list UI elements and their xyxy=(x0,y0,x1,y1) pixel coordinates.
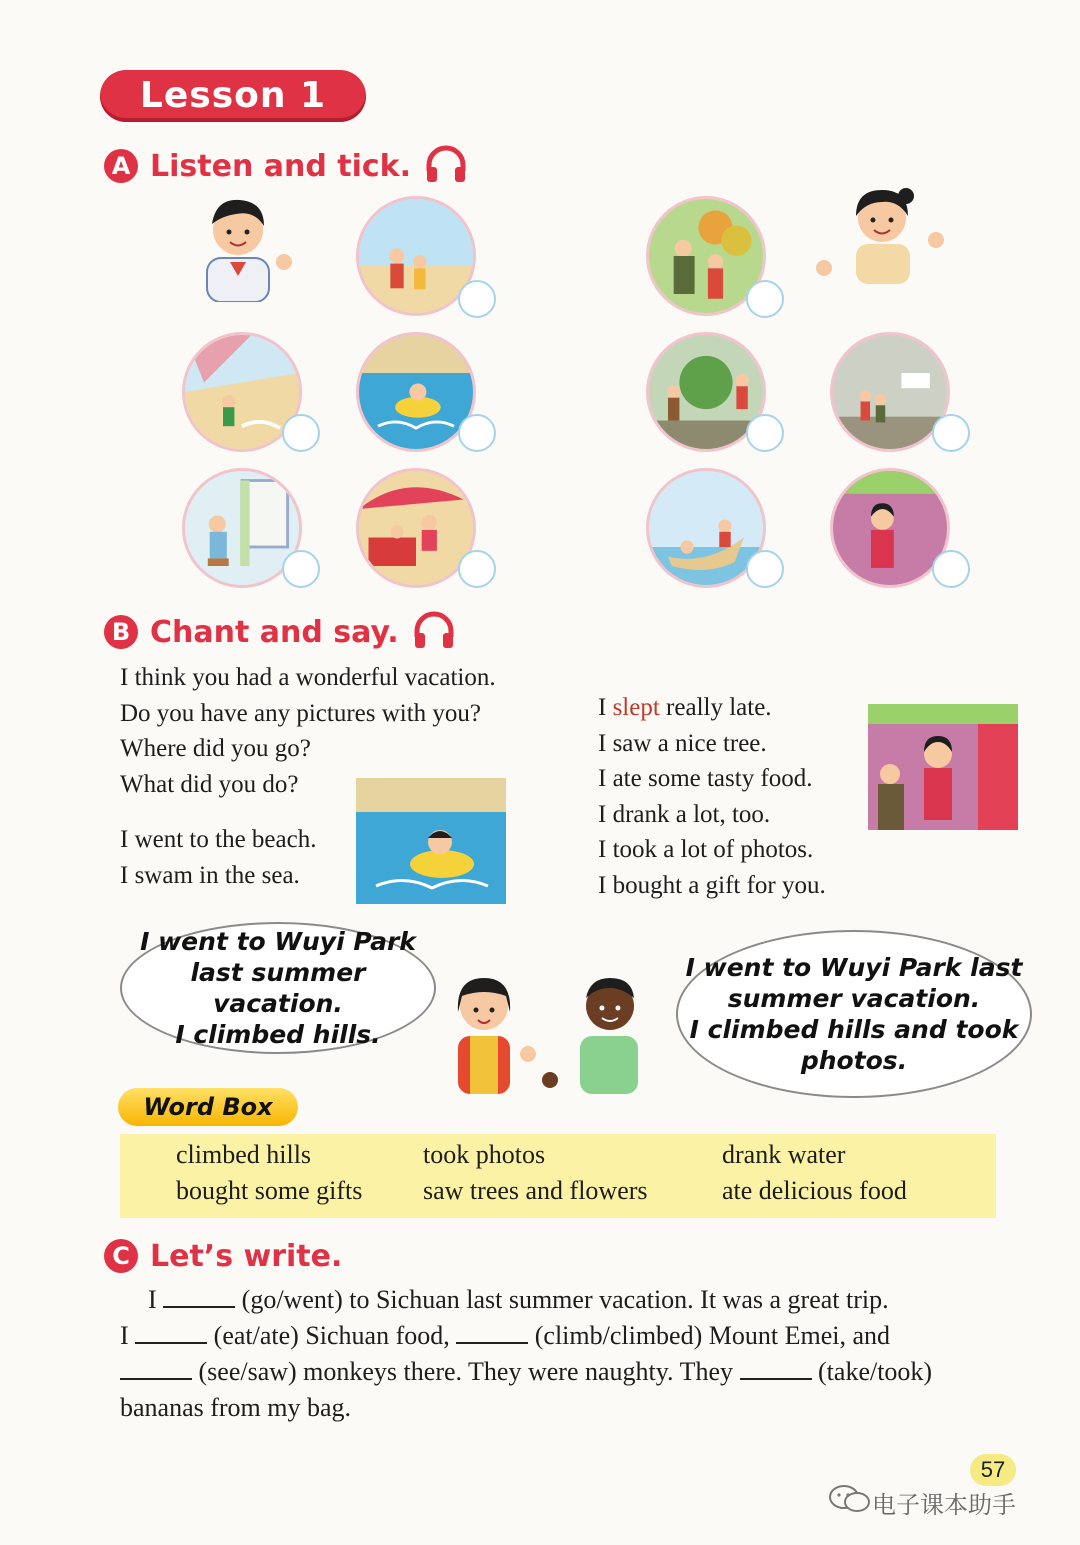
section-b-heading xyxy=(104,612,455,652)
word-box-item: drank water xyxy=(722,1140,846,1169)
section-c-title: Let’s write. xyxy=(150,1238,343,1274)
boy-talking-illustration xyxy=(540,966,660,1096)
writing-exercise: I (go/went) to Sichuan last summer vacation. It was a great trip. I (eat/ate) Sichuan food, (climb/climbed) Mount Emei, and (see/saw) monkeys there. They were naughty. They (take/took) bananas from my bag. xyxy=(120,1285,933,1422)
swimming-picture xyxy=(356,778,506,904)
girl-illustration xyxy=(812,180,944,284)
chant-right xyxy=(598,690,826,903)
lesson-title: Lesson 1 xyxy=(100,70,366,122)
tick-circle[interactable] xyxy=(282,414,320,452)
chant-line: I went to the beach. xyxy=(120,826,317,853)
section-b-title: Chant and say. xyxy=(150,614,399,650)
chant-line: What did you do? xyxy=(120,770,299,798)
section-b-letter: B xyxy=(104,615,138,649)
word-box-item: took photos xyxy=(423,1140,546,1169)
chant-line: I swam in the sea. xyxy=(120,861,300,889)
tick-circle[interactable] xyxy=(932,414,970,452)
section-c-letter: C xyxy=(104,1239,138,1273)
section-a-heading xyxy=(104,146,467,186)
section-a-title: Listen and tick. xyxy=(150,148,412,184)
wechat-icon xyxy=(828,1484,872,1520)
chant-line: Do you have any pictures with you? xyxy=(120,699,482,727)
tick-circle[interactable] xyxy=(458,550,496,588)
speech-bubble-left: I went to Wuyi Park last summer vacation. I climbed hills. xyxy=(120,922,436,1054)
tick-circle[interactable] xyxy=(746,414,784,452)
speech-bubble-right: I went to Wuyi Park last summer vacation. I climbed hills and took photos. xyxy=(676,930,1032,1098)
chant-line: Where did you go? xyxy=(120,735,311,762)
word-box-item: saw trees and flowers xyxy=(423,1176,648,1205)
tick-circle[interactable] xyxy=(282,550,320,588)
answer-blank[interactable] xyxy=(163,1284,235,1308)
word-box-item: bought some gifts xyxy=(176,1176,363,1205)
chant-line: I bought a gift for you. xyxy=(598,871,826,899)
section-c-heading xyxy=(104,1236,356,1276)
answer-blank[interactable] xyxy=(740,1356,812,1380)
word-box-item: ate delicious food xyxy=(722,1176,907,1205)
word-box-item: climbed hills xyxy=(176,1140,312,1169)
market-picture xyxy=(868,704,1018,830)
tick-circle[interactable] xyxy=(458,280,496,318)
answer-blank[interactable] xyxy=(120,1356,192,1380)
tick-circle[interactable] xyxy=(932,550,970,588)
tick-circle[interactable] xyxy=(746,280,784,318)
chant-line: I took a lot of photos. xyxy=(598,836,814,863)
watermark: 电子课本助手 xyxy=(828,1484,1016,1520)
highlighted-word: slept xyxy=(612,694,660,721)
tick-circle[interactable] xyxy=(746,550,784,588)
headphones-icon[interactable] xyxy=(413,611,455,654)
chant-line: I saw a nice tree. xyxy=(598,729,767,757)
tick-circle[interactable] xyxy=(458,414,496,452)
chant-line: I drank a lot, too. xyxy=(598,800,771,828)
word-box-label: Word Box xyxy=(118,1088,298,1126)
chant-line: I think you had a wonderful vacation. xyxy=(120,664,496,691)
section-a-letter: A xyxy=(104,149,138,183)
headphones-icon[interactable] xyxy=(425,145,467,188)
chant-line: I slept really late. xyxy=(598,694,772,721)
boy-illustration xyxy=(182,192,298,302)
girl-talking-illustration xyxy=(440,966,540,1096)
chant-line: I ate some tasty food. xyxy=(598,765,813,792)
word-box xyxy=(120,1134,996,1218)
page-number: 57 xyxy=(970,1454,1016,1486)
answer-blank[interactable] xyxy=(135,1320,207,1344)
answer-blank[interactable] xyxy=(456,1320,528,1344)
